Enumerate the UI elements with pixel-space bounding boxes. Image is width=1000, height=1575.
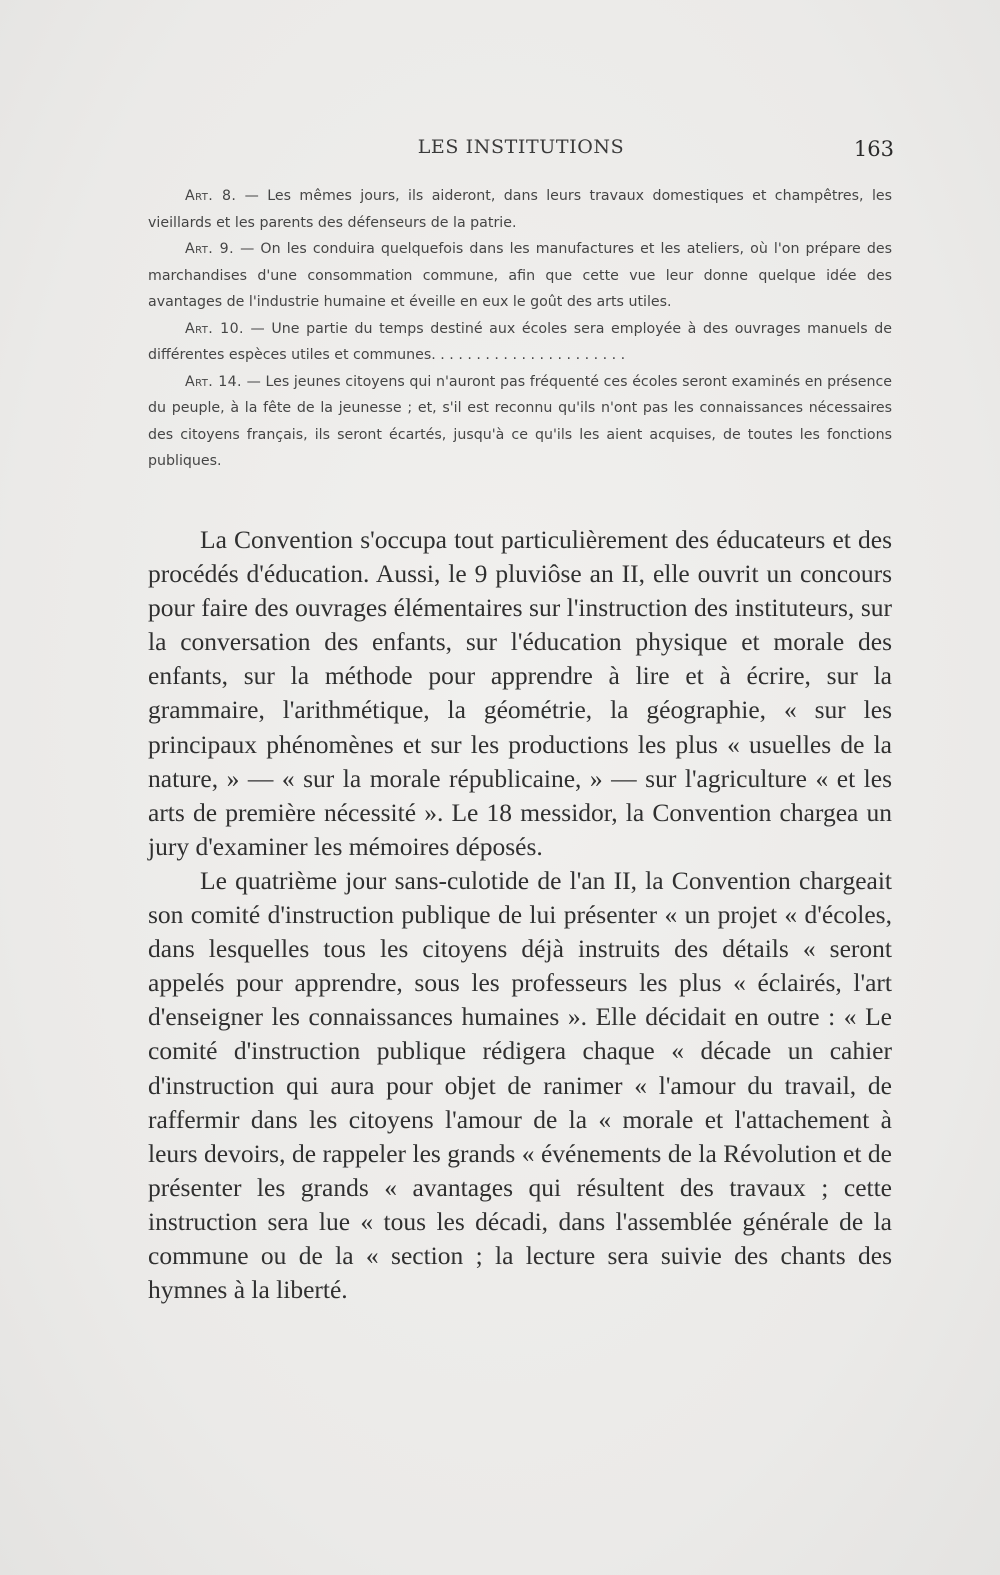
main-text [148, 523, 892, 1307]
article-text: — Une partie du temps destiné aux écoles sera employée à des ouvrages manuels de différentes espèces utiles et communes. . . . . . . . . . . . . . . . . . . . . . [148, 320, 892, 363]
running-title: LES INSTITUTIONS [417, 136, 625, 158]
running-head [148, 136, 894, 166]
page-number: 163 [853, 137, 894, 161]
decree-articles [148, 183, 892, 475]
article-10 [148, 316, 892, 369]
article-8 [148, 183, 892, 236]
article-14 [148, 369, 892, 475]
body-paragraph-1: La Convention s'occupa tout particulièrement des éducateurs et des procédés d'éducation. Aussi, le 9 pluviôse an II, elle ouvrit un concours pour faire des ouvrages élémentaires sur l'instruction des instituteurs, sur la conversation des enfants, sur l'éducation physique et morale des enfants, sur la méthode pour apprendre à lire et à écrire, sur la grammaire, l'arithmétique, la géométrie, la géographie, « sur les principaux phénomènes et sur les productions les plus « usuelles de la nature, » — « sur la morale républicaine, » — sur l'agriculture « et les arts de première nécessité ». Le 18 messidor, la Convention chargea un jury d'examiner les mémoires déposés. [148, 525, 892, 861]
article-label: Art. 8. [185, 188, 237, 204]
article-text: — Les jeunes citoyens qui n'auront pas fréquenté ces écoles seront examinés en présence du peuple, à la fête de la jeunesse ; et, s'il est reconnu qu'ils n'ont pas les connaissances nécessaires des citoyens français, ils seront écartés, jusqu'à ce qu'ils les aient acquises, de toutes les fonctions publiques. [148, 373, 892, 469]
article-9 [148, 236, 892, 316]
article-label: Art. 9. [185, 241, 234, 257]
article-label: Art. 14. [185, 373, 242, 390]
article-text: — Les mêmes jours, ils aideront, dans leurs travaux domestiques et champêtres, les vieillards et les parents des défenseurs de la patrie. [148, 188, 893, 231]
article-text: — On les conduira quelquefois dans les manufactures et les ateliers, où l'on prépare des marchandises d'une consommation commune, afin que cette vue leur donne quelque idée des avantages de l'industrie humaine et éveille en eux le goût des arts utiles. [148, 241, 892, 310]
article-label: Art. 10. [185, 320, 244, 337]
body-paragraph-2: Le quatrième jour sans-culotide de l'an II, la Convention chargeait son comité d'instruction publique de lui présenter « un projet « d'écoles, dans lesquelles tous les citoyens déjà instruits des détails « seront appelés pour apprendre, sous les professeurs les plus « éclairés, l'art d'enseigner les connaissances humaines ». Elle décidait en outre : « Le comité d'instruction publique rédigera chaque « décade un cahier d'instruction qui aura pour objet de ranimer « l'amour du travail, de raffermir dans les citoyens l'amour de la « morale et l'attachement à leurs devoirs, de rappeler les grands « événements de la Révolution et de présenter les grands « avantages qui résultent des travaux ; cette instruction sera lue « tous les décadi, dans l'assemblée générale de la commune ou de la « section ; la lecture sera suivie des chants des hymnes à la liberté. [148, 865, 892, 1305]
